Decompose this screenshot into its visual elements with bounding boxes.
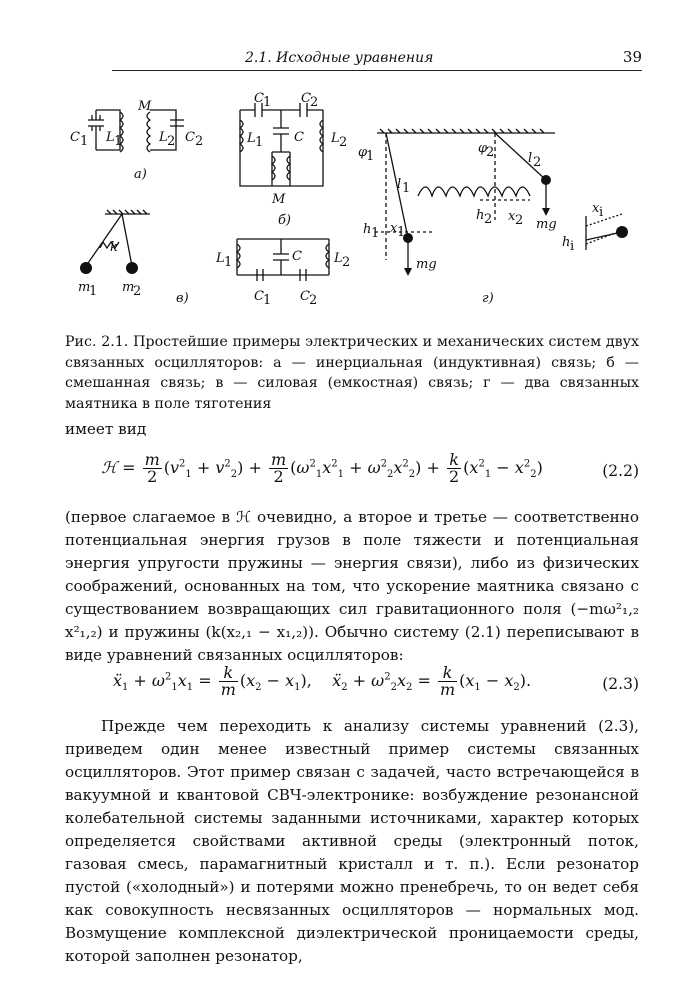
svg-text:2: 2 <box>339 135 348 150</box>
label-L1-b: L <box>247 131 256 146</box>
label-C2-v: C <box>300 289 310 304</box>
section-title: 2.1. Исходные уравнения <box>245 50 434 66</box>
label-mg-2: mg <box>536 217 557 232</box>
svg-text:2: 2 <box>195 134 204 149</box>
subfig-b: б) <box>278 213 292 228</box>
svg-text:2: 2 <box>533 155 542 170</box>
label-C2-b: C <box>301 91 311 106</box>
svg-text:1: 1 <box>263 293 272 308</box>
subfig-g: г) <box>482 291 494 306</box>
running-head <box>112 44 642 71</box>
label-L2-b: L <box>331 131 340 146</box>
caption-label: Рис. 2.1. <box>65 334 129 350</box>
lead-text: имеет вид <box>65 420 147 438</box>
label-h1: h <box>363 222 372 237</box>
equation-2-2 <box>65 452 639 492</box>
svg-text:1: 1 <box>371 226 380 241</box>
label-phi1: φ <box>358 145 368 160</box>
subfig-a: а) <box>134 167 147 182</box>
svg-text:1: 1 <box>80 134 89 149</box>
equation-2-2-formula: ℋ = $\frac{m}{2}$ $(v^2_1 + v^2_2)$ + $\frac{m}{2}$ $(\omega^2_1x^2_1 + \omega^2_2x^2_2)$ + $\frac{k}{2}$ $(x^2_1 - x^2_2)$ <box>101 450 543 486</box>
svg-text:1: 1 <box>397 225 406 240</box>
label-k: k <box>110 240 118 255</box>
svg-text:2: 2 <box>167 134 176 149</box>
label-l1: l <box>397 177 402 192</box>
label-x1: x <box>390 221 398 236</box>
label-C1-b: C <box>254 91 264 106</box>
label-C1: C <box>70 130 80 145</box>
label-L1: L <box>106 130 115 145</box>
equation-2-3-formula: ẍ$_1$ + $\omega^2_1x_1$ = $\frac{k}{m}$ $(x_2 - x_1)$, ẍ$_2$ + $\omega^2_2x_2$ = $\frac{k}{m}$ $(x_1 - x_2)$. <box>112 663 532 699</box>
label-C2: C <box>185 130 195 145</box>
label-L1-v: L <box>216 251 225 266</box>
svg-text:2: 2 <box>309 293 318 308</box>
subfig-v: в) <box>176 291 189 306</box>
pendulums-v <box>86 210 150 266</box>
caption-text: Простейшие примеры электрических и механических систем двух связанных осцилляторов: а — инерциальная (индуктивная) связь; б — смешанная связь; в — силовая (емкостная) связь; г — два связанных маятника в поле тяготения <box>65 334 639 412</box>
svg-text:i: i <box>599 205 604 220</box>
paragraph-2: Прежде чем переходить к анализу системы уравнений (2.3), приведем один менее известный пример системы связанных осцилляторов. Этот пример связан с задачей, часто встречающейся в вакуумной и квантовой СВЧ-электронике: возбуждение резонансной колебательной системы заданными источниками, характер которых определяется свойствами активной среды (электронный поток, газовая смесь, парамагнитный кристалл и т. п.). Если резонатор пустой («холодный») и потерями можно пренебречь, то он ведет себя как совокупность несвязанных осцилляторов — нормальных мод. Возмущение комплексной диэлектрической проницаемости среды, которой заполнен резонатор, <box>65 717 639 965</box>
svg-text:1: 1 <box>89 284 98 299</box>
label-m1: m <box>78 280 91 295</box>
label-xi: x <box>592 201 600 216</box>
label-M-b: M <box>272 192 286 207</box>
svg-text:2: 2 <box>484 212 493 227</box>
label-C1-v: C <box>254 289 264 304</box>
svg-text:1: 1 <box>263 95 272 110</box>
svg-text:2: 2 <box>310 95 319 110</box>
label-C-b: C <box>294 130 304 145</box>
label-C-v: C <box>292 249 302 264</box>
equation-2-3 <box>65 665 639 705</box>
label-M: M <box>138 99 152 114</box>
label-L2: L <box>159 130 168 145</box>
svg-text:1: 1 <box>255 135 264 150</box>
circuit-v <box>237 239 329 281</box>
svg-text:2: 2 <box>486 145 495 160</box>
paragraph-1: (первое слагаемое в ℋ очевидно, а второе и третье — соответственно потенциальная энергия грузов в поле тяжести и потенциальная энергия упругости пружины — энергия связи), либо из физических соображений, основанных на том, что ускорение маятника связано с существованием возвращающих сил гравитационного поля (−mω²₁,₂ x²₁,₂) и пружины (k(x₂,₁ − x₁,₂)). Обычно систему (2.1) переписывают в виде уравнений связанных осцилляторов: <box>65 508 639 664</box>
svg-text:1: 1 <box>224 255 233 270</box>
svg-text:2: 2 <box>342 255 351 270</box>
svg-text:2: 2 <box>133 284 142 299</box>
svg-text:1: 1 <box>402 181 411 196</box>
pendulums-g <box>375 129 622 268</box>
svg-text:i: i <box>570 239 575 254</box>
equation-2-3-number: (2.3) <box>602 675 639 693</box>
equation-2-2-number: (2.2) <box>602 462 639 480</box>
label-hi: h <box>562 235 571 250</box>
label-l2: l <box>528 151 533 166</box>
label-L2-v: L <box>334 251 343 266</box>
svg-text:1: 1 <box>114 134 123 149</box>
label-phi2: φ <box>478 141 488 156</box>
label-m2: m <box>122 280 135 295</box>
label-mg-1: mg <box>416 257 437 272</box>
label-x2: x <box>508 209 516 224</box>
svg-text:1: 1 <box>366 149 375 164</box>
figure-2-1 <box>0 86 700 316</box>
page-number: 39 <box>622 48 642 66</box>
figure-caption <box>65 332 639 414</box>
svg-text:2: 2 <box>515 213 524 228</box>
label-h2: h <box>476 208 485 223</box>
